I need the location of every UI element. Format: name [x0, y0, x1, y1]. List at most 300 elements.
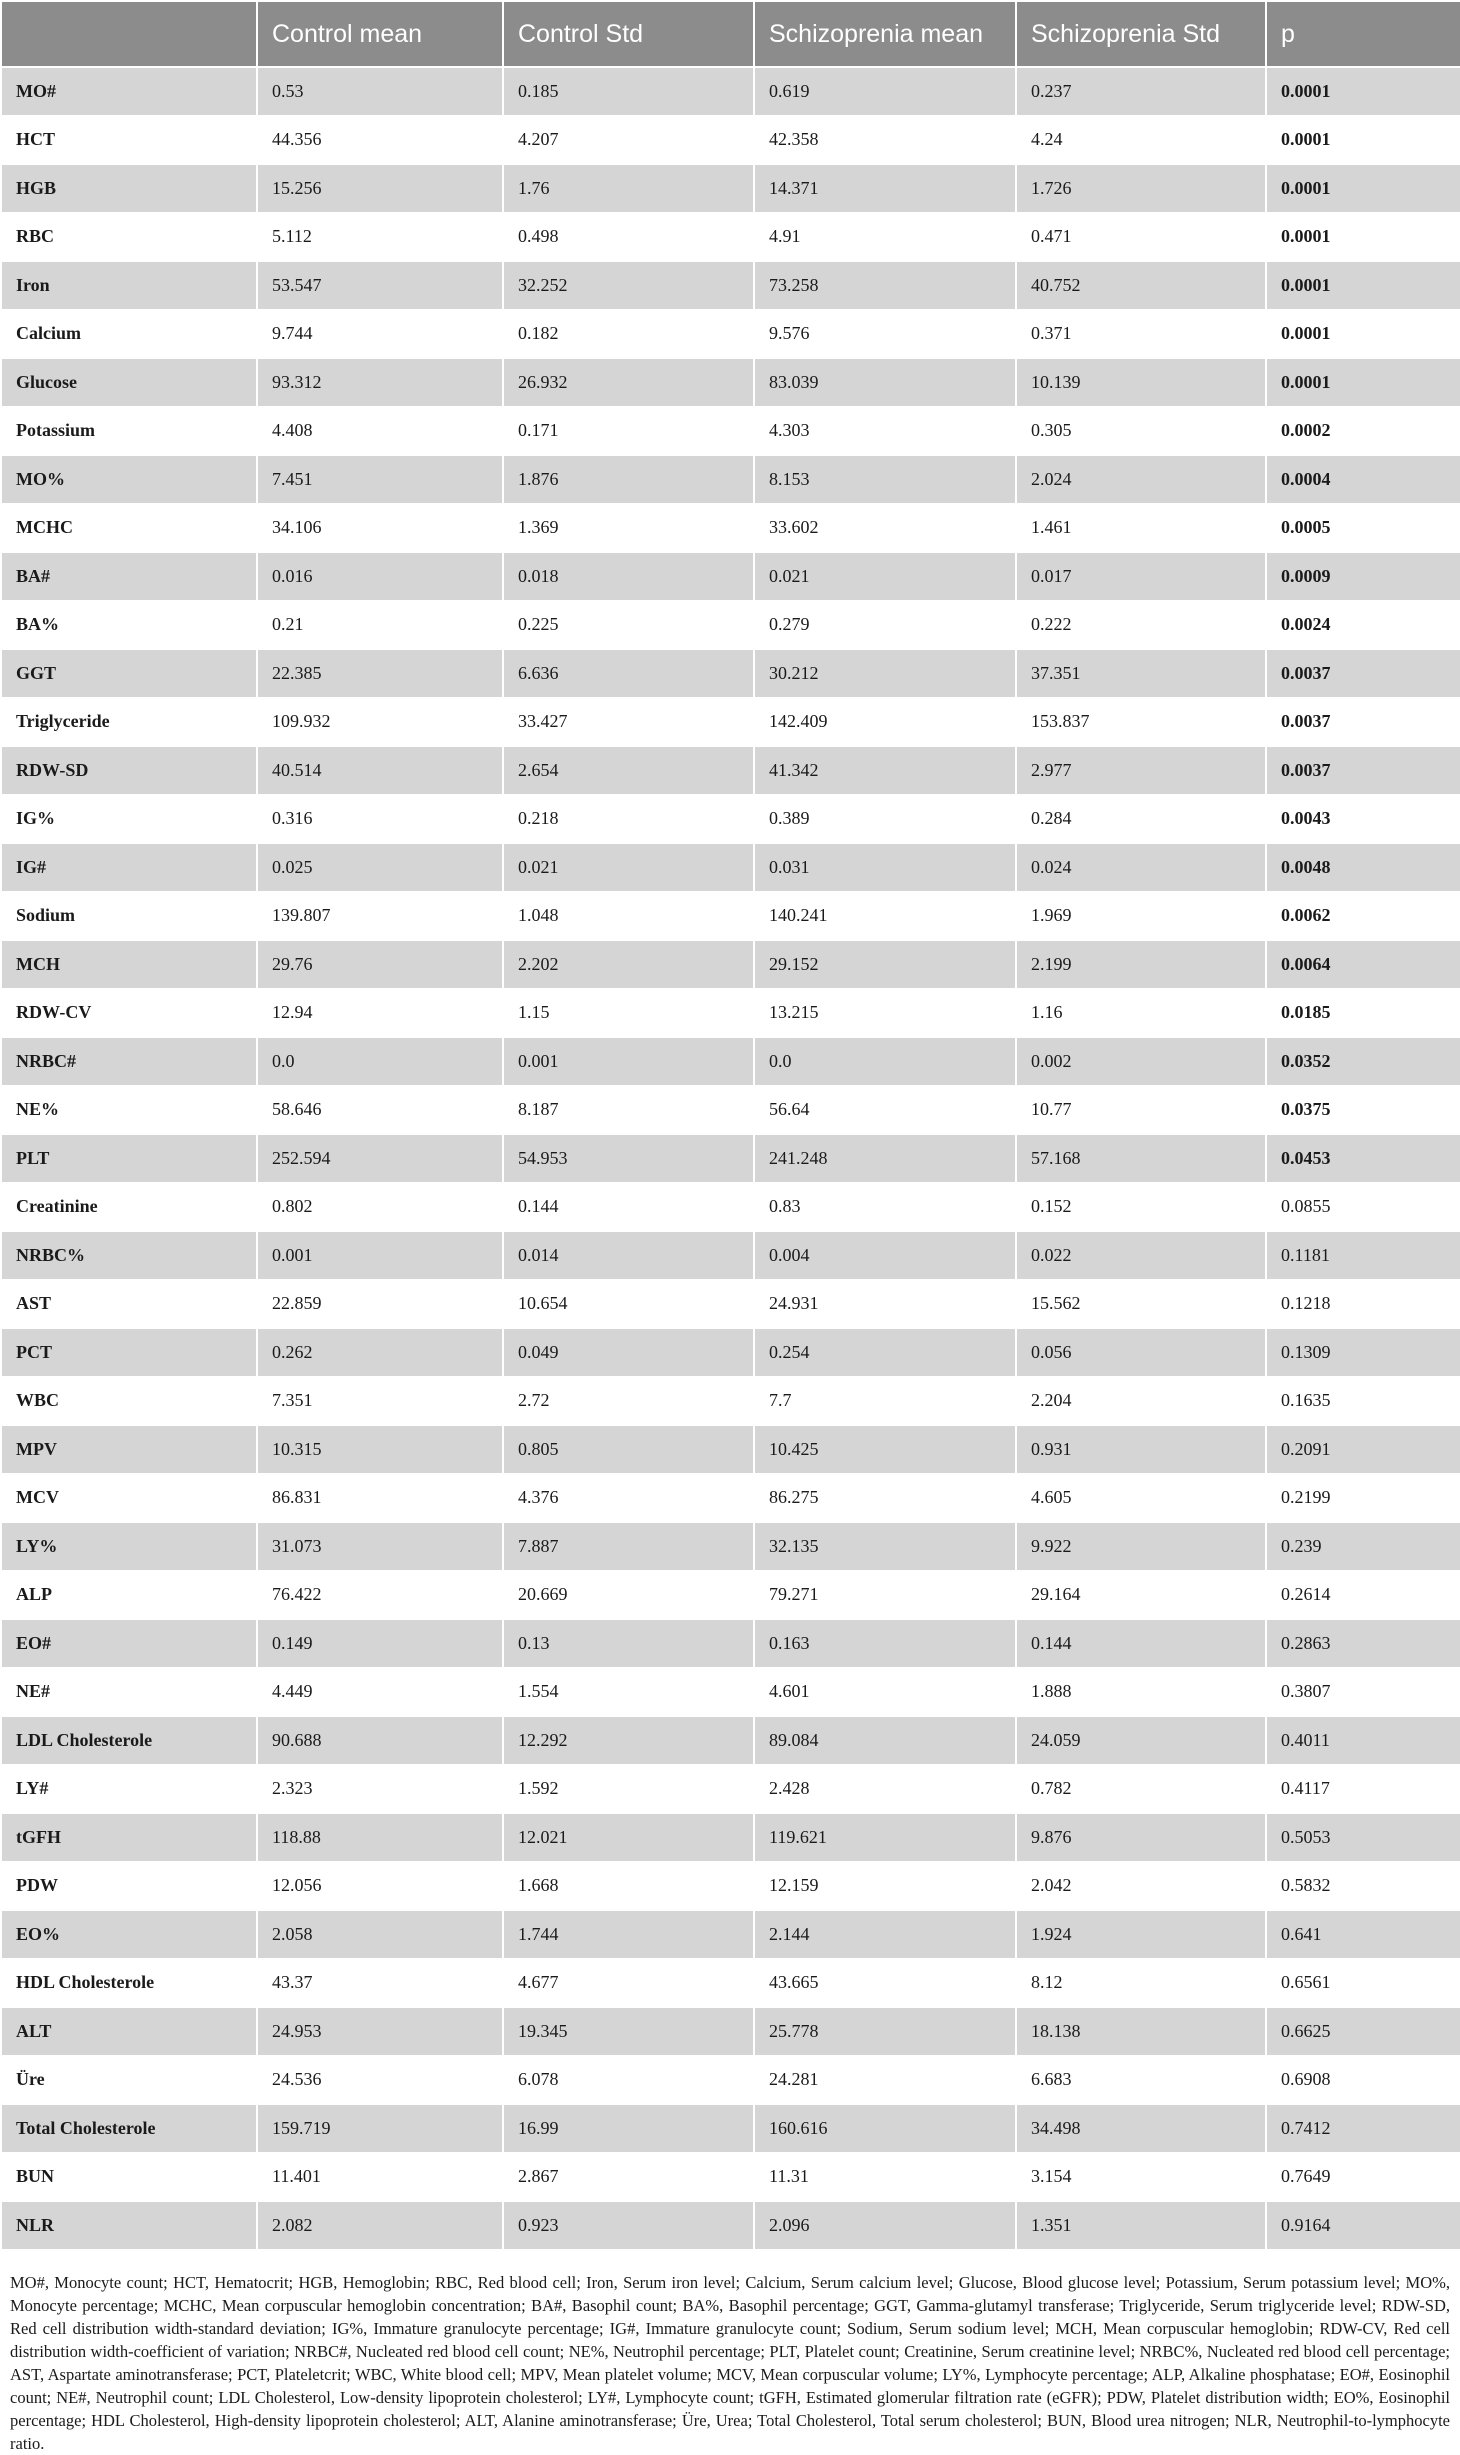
cell-p-value: 0.0001: [1266, 261, 1460, 310]
cell-control-mean: 0.53: [257, 67, 503, 116]
cell-p-value: 0.0037: [1266, 746, 1460, 795]
cell-control-std: 0.049: [503, 1328, 754, 1377]
cell-p-value: 0.0375: [1266, 1086, 1460, 1135]
cell-parameter: NRBC%: [1, 1231, 257, 1280]
cell-control-std: 4.207: [503, 116, 754, 165]
cell-parameter: Triglyceride: [1, 698, 257, 747]
cell-p-value: 0.5832: [1266, 1862, 1460, 1911]
cell-control-mean: 159.719: [257, 2104, 503, 2153]
cell-control-std: 0.182: [503, 310, 754, 359]
cell-parameter: GGT: [1, 649, 257, 698]
table-row: [1, 1086, 1460, 1135]
cell-p-value: 0.0855: [1266, 1183, 1460, 1232]
cell-schizoprenia-std: 153.837: [1016, 698, 1266, 747]
cell-schizoprenia-std: 0.371: [1016, 310, 1266, 359]
cell-control-mean: 2.323: [257, 1765, 503, 1814]
cell-control-std: 1.744: [503, 1910, 754, 1959]
cell-parameter: PLT: [1, 1134, 257, 1183]
cell-schizoprenia-mean: 7.7: [754, 1377, 1016, 1426]
table-row: [1, 164, 1460, 213]
cell-p-value: 0.2863: [1266, 1619, 1460, 1668]
cell-schizoprenia-std: 1.461: [1016, 504, 1266, 553]
cell-parameter: ALP: [1, 1571, 257, 1620]
table-row: [1, 940, 1460, 989]
cell-schizoprenia-mean: 41.342: [754, 746, 1016, 795]
cell-parameter: NE#: [1, 1668, 257, 1717]
cell-control-std: 4.376: [503, 1474, 754, 1523]
cell-control-mean: 4.449: [257, 1668, 503, 1717]
cell-control-std: 0.014: [503, 1231, 754, 1280]
cell-control-std: 12.292: [503, 1716, 754, 1765]
cell-parameter: Potassium: [1, 407, 257, 456]
cell-control-std: 4.677: [503, 1959, 754, 2008]
cell-control-mean: 86.831: [257, 1474, 503, 1523]
cell-schizoprenia-mean: 13.215: [754, 989, 1016, 1038]
cell-control-mean: 29.76: [257, 940, 503, 989]
cell-schizoprenia-std: 0.931: [1016, 1425, 1266, 1474]
cell-schizoprenia-mean: 4.601: [754, 1668, 1016, 1717]
cell-p-value: 0.6908: [1266, 2056, 1460, 2105]
cell-schizoprenia-mean: 73.258: [754, 261, 1016, 310]
cell-schizoprenia-mean: 0.163: [754, 1619, 1016, 1668]
cell-control-mean: 34.106: [257, 504, 503, 553]
cell-parameter: NRBC#: [1, 1037, 257, 1086]
cell-parameter: WBC: [1, 1377, 257, 1426]
cell-p-value: 0.2614: [1266, 1571, 1460, 1620]
cell-control-mean: 24.536: [257, 2056, 503, 2105]
cell-parameter: MCH: [1, 940, 257, 989]
cell-p-value: 0.7649: [1266, 2153, 1460, 2202]
cell-schizoprenia-std: 4.24: [1016, 116, 1266, 165]
cell-parameter: IG#: [1, 843, 257, 892]
cell-control-mean: 40.514: [257, 746, 503, 795]
cell-control-std: 16.99: [503, 2104, 754, 2153]
cell-schizoprenia-mean: 12.159: [754, 1862, 1016, 1911]
table-row: [1, 358, 1460, 407]
table-row: [1, 2007, 1460, 2056]
cell-schizoprenia-mean: 142.409: [754, 698, 1016, 747]
table-row: [1, 261, 1460, 310]
cell-control-mean: 0.016: [257, 552, 503, 601]
cell-control-mean: 90.688: [257, 1716, 503, 1765]
cell-p-value: 0.0062: [1266, 892, 1460, 941]
cell-schizoprenia-mean: 79.271: [754, 1571, 1016, 1620]
cell-p-value: 0.1181: [1266, 1231, 1460, 1280]
cell-schizoprenia-std: 2.042: [1016, 1862, 1266, 1911]
cell-p-value: 0.0001: [1266, 213, 1460, 262]
cell-control-std: 1.15: [503, 989, 754, 1038]
cell-schizoprenia-std: 1.351: [1016, 2201, 1266, 2250]
cell-control-mean: 10.315: [257, 1425, 503, 1474]
cell-p-value: 0.0453: [1266, 1134, 1460, 1183]
table-row: [1, 1668, 1460, 1717]
cell-parameter: Creatinine: [1, 1183, 257, 1232]
cell-schizoprenia-std: 37.351: [1016, 649, 1266, 698]
header-schizoprenia-std: Schizoprenia Std: [1016, 1, 1266, 67]
cell-parameter: Calcium: [1, 310, 257, 359]
table-row: [1, 1619, 1460, 1668]
cell-schizoprenia-mean: 14.371: [754, 164, 1016, 213]
cell-p-value: 0.7412: [1266, 2104, 1460, 2153]
cell-schizoprenia-std: 2.204: [1016, 1377, 1266, 1426]
cell-parameter: MCHC: [1, 504, 257, 553]
cell-control-std: 8.187: [503, 1086, 754, 1135]
cell-schizoprenia-std: 1.888: [1016, 1668, 1266, 1717]
cell-p-value: 0.0043: [1266, 795, 1460, 844]
cell-control-std: 32.252: [503, 261, 754, 310]
cell-schizoprenia-std: 1.969: [1016, 892, 1266, 941]
cell-schizoprenia-mean: 24.931: [754, 1280, 1016, 1329]
table-row: [1, 2201, 1460, 2250]
cell-parameter: MCV: [1, 1474, 257, 1523]
cell-control-std: 1.369: [503, 504, 754, 553]
cell-control-std: 6.078: [503, 2056, 754, 2105]
cell-p-value: 0.1635: [1266, 1377, 1460, 1426]
cell-schizoprenia-std: 2.977: [1016, 746, 1266, 795]
cell-p-value: 0.0009: [1266, 552, 1460, 601]
cell-schizoprenia-mean: 83.039: [754, 358, 1016, 407]
cell-schizoprenia-mean: 140.241: [754, 892, 1016, 941]
cell-control-std: 0.13: [503, 1619, 754, 1668]
table-row: [1, 1474, 1460, 1523]
cell-parameter: MO%: [1, 455, 257, 504]
cell-control-std: 6.636: [503, 649, 754, 698]
table-row: [1, 1522, 1460, 1571]
cell-schizoprenia-std: 1.924: [1016, 1910, 1266, 1959]
cell-schizoprenia-mean: 42.358: [754, 116, 1016, 165]
cell-schizoprenia-mean: 4.91: [754, 213, 1016, 262]
cell-schizoprenia-mean: 11.31: [754, 2153, 1016, 2202]
cell-control-std: 33.427: [503, 698, 754, 747]
cell-control-mean: 139.807: [257, 892, 503, 941]
cell-control-mean: 0.262: [257, 1328, 503, 1377]
cell-parameter: HCT: [1, 116, 257, 165]
cell-control-mean: 11.401: [257, 2153, 503, 2202]
cell-control-std: 0.225: [503, 601, 754, 650]
cell-schizoprenia-std: 29.164: [1016, 1571, 1266, 1620]
cell-control-std: 2.202: [503, 940, 754, 989]
header-p-value: p: [1266, 1, 1460, 67]
cell-control-mean: 0.025: [257, 843, 503, 892]
table-row: [1, 1813, 1460, 1862]
cell-schizoprenia-mean: 0.031: [754, 843, 1016, 892]
cell-parameter: NE%: [1, 1086, 257, 1135]
cell-control-mean: 7.451: [257, 455, 503, 504]
table-row: [1, 1959, 1460, 2008]
cell-control-mean: 118.88: [257, 1813, 503, 1862]
cell-control-mean: 109.932: [257, 698, 503, 747]
cell-schizoprenia-std: 6.683: [1016, 2056, 1266, 2105]
cell-control-mean: 9.744: [257, 310, 503, 359]
cell-control-std: 0.018: [503, 552, 754, 601]
cell-schizoprenia-std: 1.726: [1016, 164, 1266, 213]
table-row: [1, 1862, 1460, 1911]
cell-parameter: RDW-SD: [1, 746, 257, 795]
table-row: [1, 455, 1460, 504]
cell-schizoprenia-std: 15.562: [1016, 1280, 1266, 1329]
cell-parameter: AST: [1, 1280, 257, 1329]
cell-parameter: Glucose: [1, 358, 257, 407]
cell-control-std: 1.554: [503, 1668, 754, 1717]
table-row: [1, 1910, 1460, 1959]
cell-control-std: 2.72: [503, 1377, 754, 1426]
cell-control-mean: 0.149: [257, 1619, 503, 1668]
cell-schizoprenia-mean: 30.212: [754, 649, 1016, 698]
cell-schizoprenia-mean: 56.64: [754, 1086, 1016, 1135]
cell-schizoprenia-mean: 32.135: [754, 1522, 1016, 1571]
cell-control-mean: 15.256: [257, 164, 503, 213]
cell-schizoprenia-mean: 0.279: [754, 601, 1016, 650]
cell-schizoprenia-mean: 29.152: [754, 940, 1016, 989]
cell-schizoprenia-std: 2.024: [1016, 455, 1266, 504]
cell-p-value: 0.0048: [1266, 843, 1460, 892]
cell-schizoprenia-std: 40.752: [1016, 261, 1266, 310]
cell-parameter: LDL Cholesterole: [1, 1716, 257, 1765]
table-footnote: MO#, Monocyte count; HCT, Hematocrit; HGB, Hemoglobin; RBC, Red blood cell; Iron, Serum iron level; Calcium, Serum calcium level; Glucose, Blood glucose level; Potassium, Serum potassium level; MO%, Monocyte percentage; MCHC, Mean corpuscular hemoglobin concentration; BA#, Basophil count; BA%, Basophil percentage; GGT, Gamma-glutamyl transferase; Triglyceride, Serum triglyceride level; RDW-SD, Red cell distribution width-standard deviation; IG%, Immature granulocyte percentage; IG#, Immature granulocyte count; Sodium, Serum sodium level; MCH, Mean corpuscular hemoglobin; RDW-CV, Red cell distribution width-coefficient of variation; NRBC#, Nucleated red blood cell count; NE%, Neutrophil percentage; PLT, Platelet count; Creatinine, Serum creatinine level; NRBC%, Nucleated red blood cell percentage; AST, Aspartate aminotransferase; PCT, Plateletcrit; WBC, White blood cell; MPV, Mean platelet volume; MCV, Mean corpuscular volume; LY%, Lymphocyte percentage; ALP, Alkaline phosphatase; EO#, Eosinophil count; NE#, Neutrophil count; LDL Cholesterol, Low-density lipoprotein cholesterol; LY#, Lymphocyte count; tGFH, Estimated glomerular filtration rate (eGFR); PDW, Platelet distribution width; EO%, Eosinophil percentage; HDL Cholesterol, High-density lipoprotein cholesterol; ALT, Alanine aminotransferase; Üre, Urea; Total Cholesterol, Total serum cholesterol; BUN, Blood urea nitrogen; NLR, Neutrophil-to-lymphocyte ratio.: [10, 2272, 1450, 2453]
table-row: [1, 1231, 1460, 1280]
cell-p-value: 0.0001: [1266, 116, 1460, 165]
cell-schizoprenia-std: 0.017: [1016, 552, 1266, 601]
cell-schizoprenia-std: 2.199: [1016, 940, 1266, 989]
cell-schizoprenia-mean: 0.0: [754, 1037, 1016, 1086]
cell-p-value: 0.4011: [1266, 1716, 1460, 1765]
cell-control-mean: 12.056: [257, 1862, 503, 1911]
cell-p-value: 0.0352: [1266, 1037, 1460, 1086]
table-row: [1, 504, 1460, 553]
cell-schizoprenia-mean: 0.389: [754, 795, 1016, 844]
cell-control-mean: 58.646: [257, 1086, 503, 1135]
cell-control-std: 0.021: [503, 843, 754, 892]
cell-control-std: 0.185: [503, 67, 754, 116]
cell-parameter: HGB: [1, 164, 257, 213]
cell-p-value: 0.0185: [1266, 989, 1460, 1038]
cell-schizoprenia-mean: 8.153: [754, 455, 1016, 504]
cell-control-std: 2.654: [503, 746, 754, 795]
table-row: [1, 843, 1460, 892]
cell-control-mean: 22.385: [257, 649, 503, 698]
cell-schizoprenia-std: 9.922: [1016, 1522, 1266, 1571]
table-header-row: [1, 1, 1460, 67]
cell-schizoprenia-mean: 241.248: [754, 1134, 1016, 1183]
cell-parameter: RDW-CV: [1, 989, 257, 1038]
cell-control-mean: 2.082: [257, 2201, 503, 2250]
table-row: [1, 213, 1460, 262]
cell-control-std: 0.144: [503, 1183, 754, 1232]
cell-parameter: IG%: [1, 795, 257, 844]
cell-schizoprenia-std: 10.139: [1016, 358, 1266, 407]
cell-parameter: EO%: [1, 1910, 257, 1959]
cell-control-std: 19.345: [503, 2007, 754, 2056]
cell-control-mean: 12.94: [257, 989, 503, 1038]
cell-control-mean: 31.073: [257, 1522, 503, 1571]
cell-schizoprenia-mean: 2.144: [754, 1910, 1016, 1959]
cell-schizoprenia-std: 18.138: [1016, 2007, 1266, 2056]
cell-schizoprenia-mean: 10.425: [754, 1425, 1016, 1474]
cell-schizoprenia-mean: 0.83: [754, 1183, 1016, 1232]
cell-schizoprenia-mean: 4.303: [754, 407, 1016, 456]
header-schizoprenia-mean: Schizoprenia mean: [754, 1, 1016, 67]
cell-schizoprenia-std: 34.498: [1016, 2104, 1266, 2153]
cell-parameter: HDL Cholesterole: [1, 1959, 257, 2008]
cell-schizoprenia-mean: 25.778: [754, 2007, 1016, 2056]
cell-control-mean: 22.859: [257, 1280, 503, 1329]
cell-control-std: 54.953: [503, 1134, 754, 1183]
cell-schizoprenia-std: 0.305: [1016, 407, 1266, 456]
cell-schizoprenia-std: 0.056: [1016, 1328, 1266, 1377]
cell-schizoprenia-mean: 0.021: [754, 552, 1016, 601]
cell-parameter: BA#: [1, 552, 257, 601]
cell-schizoprenia-mean: 33.602: [754, 504, 1016, 553]
table-row: [1, 552, 1460, 601]
cell-schizoprenia-mean: 43.665: [754, 1959, 1016, 2008]
cell-control-mean: 2.058: [257, 1910, 503, 1959]
header-control-mean: Control mean: [257, 1, 503, 67]
cell-control-std: 7.887: [503, 1522, 754, 1571]
cell-p-value: 0.0037: [1266, 698, 1460, 747]
header-control-std: Control Std: [503, 1, 754, 67]
cell-parameter: Total Cholesterole: [1, 2104, 257, 2153]
cell-schizoprenia-mean: 9.576: [754, 310, 1016, 359]
cell-control-mean: 93.312: [257, 358, 503, 407]
cell-control-mean: 0.316: [257, 795, 503, 844]
cell-p-value: 0.0064: [1266, 940, 1460, 989]
cell-parameter: BA%: [1, 601, 257, 650]
table-row: [1, 1280, 1460, 1329]
cell-control-mean: 7.351: [257, 1377, 503, 1426]
cell-control-mean: 24.953: [257, 2007, 503, 2056]
cell-parameter: PCT: [1, 1328, 257, 1377]
table-row: [1, 310, 1460, 359]
cell-control-std: 20.669: [503, 1571, 754, 1620]
cell-parameter: BUN: [1, 2153, 257, 2202]
table-row: [1, 407, 1460, 456]
cell-p-value: 0.0001: [1266, 358, 1460, 407]
cell-parameter: EO#: [1, 1619, 257, 1668]
cell-p-value: 0.239: [1266, 1522, 1460, 1571]
cell-p-value: 0.0001: [1266, 164, 1460, 213]
cell-schizoprenia-std: 1.16: [1016, 989, 1266, 1038]
cell-p-value: 0.0001: [1266, 67, 1460, 116]
cell-parameter: tGFH: [1, 1813, 257, 1862]
cell-p-value: 0.2091: [1266, 1425, 1460, 1474]
cell-schizoprenia-std: 0.237: [1016, 67, 1266, 116]
cell-control-mean: 0.0: [257, 1037, 503, 1086]
cell-control-mean: 76.422: [257, 1571, 503, 1620]
cell-schizoprenia-std: 0.284: [1016, 795, 1266, 844]
header-parameter: [1, 1, 257, 67]
cell-control-std: 1.876: [503, 455, 754, 504]
table-row: [1, 2056, 1460, 2105]
cell-schizoprenia-mean: 86.275: [754, 1474, 1016, 1523]
cell-p-value: 0.3807: [1266, 1668, 1460, 1717]
cell-parameter: RBC: [1, 213, 257, 262]
cell-schizoprenia-std: 0.024: [1016, 843, 1266, 892]
cell-control-std: 2.867: [503, 2153, 754, 2202]
cell-control-std: 0.171: [503, 407, 754, 456]
cell-schizoprenia-std: 8.12: [1016, 1959, 1266, 2008]
table-row: [1, 1328, 1460, 1377]
cell-schizoprenia-std: 24.059: [1016, 1716, 1266, 1765]
table-body: [1, 67, 1460, 2250]
cell-control-mean: 4.408: [257, 407, 503, 456]
cell-p-value: 0.0037: [1266, 649, 1460, 698]
cell-schizoprenia-std: 10.77: [1016, 1086, 1266, 1135]
cell-p-value: 0.1309: [1266, 1328, 1460, 1377]
cell-schizoprenia-mean: 89.084: [754, 1716, 1016, 1765]
cell-control-std: 1.668: [503, 1862, 754, 1911]
cell-p-value: 0.6625: [1266, 2007, 1460, 2056]
cell-control-std: 0.923: [503, 2201, 754, 2250]
cell-schizoprenia-std: 0.782: [1016, 1765, 1266, 1814]
table-row: [1, 1377, 1460, 1426]
cell-control-mean: 53.547: [257, 261, 503, 310]
cell-control-mean: 0.001: [257, 1231, 503, 1280]
cell-schizoprenia-mean: 0.004: [754, 1231, 1016, 1280]
cell-p-value: 0.0024: [1266, 601, 1460, 650]
cell-schizoprenia-mean: 2.428: [754, 1765, 1016, 1814]
cell-control-std: 1.048: [503, 892, 754, 941]
cell-schizoprenia-std: 0.152: [1016, 1183, 1266, 1232]
cell-schizoprenia-mean: 119.621: [754, 1813, 1016, 1862]
cell-p-value: 0.0002: [1266, 407, 1460, 456]
cell-schizoprenia-std: 57.168: [1016, 1134, 1266, 1183]
cell-parameter: MO#: [1, 67, 257, 116]
cell-p-value: 0.0004: [1266, 455, 1460, 504]
cell-control-std: 0.498: [503, 213, 754, 262]
cell-p-value: 0.6561: [1266, 1959, 1460, 2008]
cell-p-value: 0.0005: [1266, 504, 1460, 553]
cell-parameter: PDW: [1, 1862, 257, 1911]
cell-control-std: 1.592: [503, 1765, 754, 1814]
cell-control-std: 10.654: [503, 1280, 754, 1329]
table-row: [1, 1716, 1460, 1765]
cell-p-value: 0.1218: [1266, 1280, 1460, 1329]
cell-p-value: 0.4117: [1266, 1765, 1460, 1814]
cell-p-value: 0.9164: [1266, 2201, 1460, 2250]
cell-p-value: 0.2199: [1266, 1474, 1460, 1523]
cell-p-value: 0.0001: [1266, 310, 1460, 359]
cell-schizoprenia-std: 3.154: [1016, 2153, 1266, 2202]
cell-schizoprenia-std: 0.022: [1016, 1231, 1266, 1280]
cell-control-std: 0.001: [503, 1037, 754, 1086]
table-row: [1, 2153, 1460, 2202]
table-row: [1, 601, 1460, 650]
table-row: [1, 1425, 1460, 1474]
cell-schizoprenia-std: 0.222: [1016, 601, 1266, 650]
table-row: [1, 989, 1460, 1038]
table-row: [1, 746, 1460, 795]
cell-parameter: Üre: [1, 2056, 257, 2105]
cell-p-value: 0.5053: [1266, 1813, 1460, 1862]
table-row: [1, 698, 1460, 747]
cell-parameter: Sodium: [1, 892, 257, 941]
cell-schizoprenia-std: 9.876: [1016, 1813, 1266, 1862]
table-row: [1, 67, 1460, 116]
table-row: [1, 795, 1460, 844]
cell-parameter: Iron: [1, 261, 257, 310]
cell-control-std: 0.218: [503, 795, 754, 844]
table-row: [1, 1134, 1460, 1183]
cell-schizoprenia-mean: 2.096: [754, 2201, 1016, 2250]
cell-control-std: 0.805: [503, 1425, 754, 1474]
cell-schizoprenia-std: 0.002: [1016, 1037, 1266, 1086]
cell-schizoprenia-mean: 160.616: [754, 2104, 1016, 2153]
table-row: [1, 649, 1460, 698]
cell-parameter: LY#: [1, 1765, 257, 1814]
cell-control-mean: 252.594: [257, 1134, 503, 1183]
cell-control-std: 26.932: [503, 358, 754, 407]
cell-control-mean: 43.37: [257, 1959, 503, 2008]
